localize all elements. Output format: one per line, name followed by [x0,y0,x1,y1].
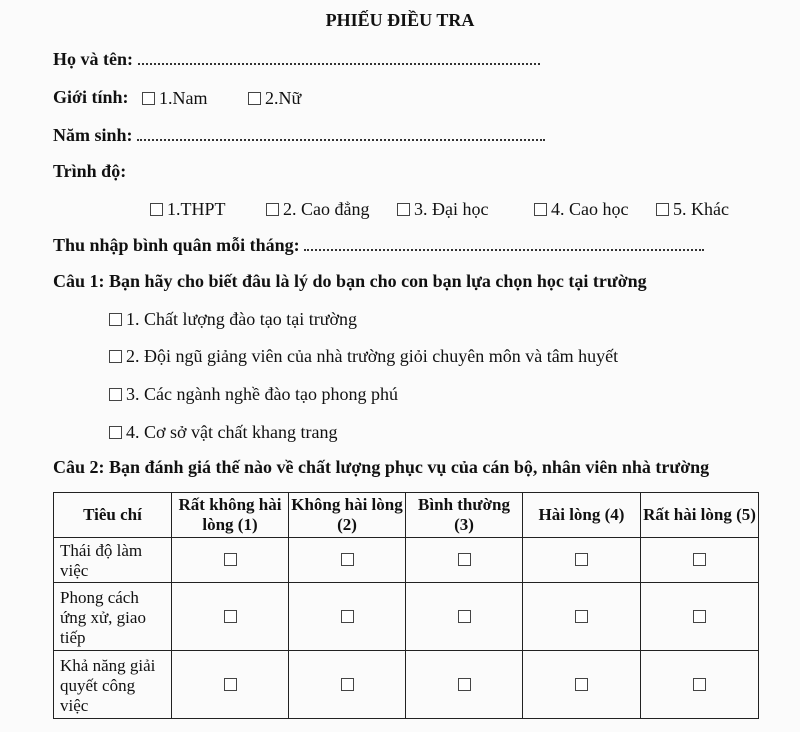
table-row [54,583,759,651]
question-1-text: Câu 1: Bạn hãy cho biết đâu là lý do bạn cho con bạn lựa chọn học tại trường [53,271,647,291]
education-option-label: 3. Đại học [414,199,489,219]
gender-option-label: 2.Nữ [265,88,302,108]
education-option-other[interactable] [656,199,729,220]
income-row [53,235,704,256]
rating-checkbox[interactable] [693,553,706,566]
rating-checkbox[interactable] [458,553,471,566]
rating-checkbox[interactable] [693,678,706,691]
table-row [54,651,759,719]
rating-checkbox[interactable] [575,553,588,566]
q1-option-label: 4. Cơ sở vật chất khang trang [126,422,338,442]
name-field[interactable] [138,49,540,65]
education-option-label: 4. Cao học [551,199,629,219]
header-very-satisfied: Rất hài lòng (5) [641,493,759,538]
table-row [54,538,759,583]
education-option-label: 2. Cao đẳng [283,199,370,219]
checkbox[interactable] [109,388,122,401]
birth-row [53,125,545,146]
checkbox[interactable] [534,203,547,216]
rating-checkbox[interactable] [341,553,354,566]
q1-option-1[interactable] [109,309,357,330]
education-option-college[interactable] [266,199,369,220]
rating-checkbox[interactable] [224,553,237,566]
table-header-row [54,493,759,538]
checkbox[interactable] [266,203,279,216]
education-label: Trình độ: [53,161,127,181]
rating-checkbox[interactable] [575,678,588,691]
rating-checkbox[interactable] [341,610,354,623]
rating-checkbox[interactable] [458,678,471,691]
birth-year-field[interactable] [137,125,545,141]
header-criteria: Tiêu chí [54,493,172,538]
gender-option-female[interactable] [248,88,301,109]
criteria-cell: Khả năng giải quyết công việc [54,651,172,719]
education-option-label: 5. Khác [673,199,729,219]
gender-label: Giới tính: [53,87,129,107]
header-dissatisfied: Không hài lòng (2) [289,493,406,538]
question-2-text: Câu 2: Bạn đánh giá thế nào về chất lượng phục vụ của cán bộ, nhân viên nhà trường [53,457,710,477]
gender-option-male[interactable] [142,88,208,109]
rating-checkbox[interactable] [575,610,588,623]
checkbox[interactable] [109,426,122,439]
checkbox[interactable] [397,203,410,216]
checkbox[interactable] [248,92,261,105]
education-option-label: 1.THPT [167,199,226,219]
rating-table [53,492,759,719]
rating-checkbox[interactable] [224,678,237,691]
q1-option-label: 1. Chất lượng đào tạo tại trường [126,309,358,329]
header-neutral: Bình thường (3) [406,493,523,538]
education-option-thpt[interactable] [150,199,226,220]
q1-option-4[interactable] [109,422,338,443]
rating-checkbox[interactable] [693,610,706,623]
header-satisfied: Hài lòng (4) [523,493,641,538]
q1-option-label: 2. Đội ngũ giảng viên của nhà trường giỏi chuyên môn và tâm huyết [126,346,619,366]
criteria-cell: Phong cách ứng xử, giao tiếp [54,583,172,651]
checkbox[interactable] [150,203,163,216]
criteria-cell: Thái độ làm việc [54,538,172,583]
checkbox[interactable] [656,203,669,216]
birth-label: Năm sinh: [53,125,133,145]
header-very-dissatisfied: Rất không hài lòng (1) [172,493,289,538]
income-label: Thu nhập bình quân mỗi tháng: [53,235,300,255]
checkbox[interactable] [109,350,122,363]
q1-option-label: 3. Các ngành nghề đào tạo phong phú [126,384,398,404]
rating-checkbox[interactable] [458,610,471,623]
name-label: Họ và tên: [53,49,133,69]
checkbox[interactable] [142,92,155,105]
education-option-master[interactable] [534,199,628,220]
rating-checkbox[interactable] [224,610,237,623]
name-row [53,49,540,70]
q1-option-3[interactable] [109,384,398,405]
page-title: PHIẾU ĐIỀU TRA [325,10,475,30]
education-option-university[interactable] [397,199,488,220]
checkbox[interactable] [109,313,122,326]
rating-checkbox[interactable] [341,678,354,691]
q1-option-2[interactable] [109,346,618,367]
gender-row [53,87,128,108]
income-field[interactable] [304,235,704,251]
gender-option-label: 1.Nam [159,88,208,108]
